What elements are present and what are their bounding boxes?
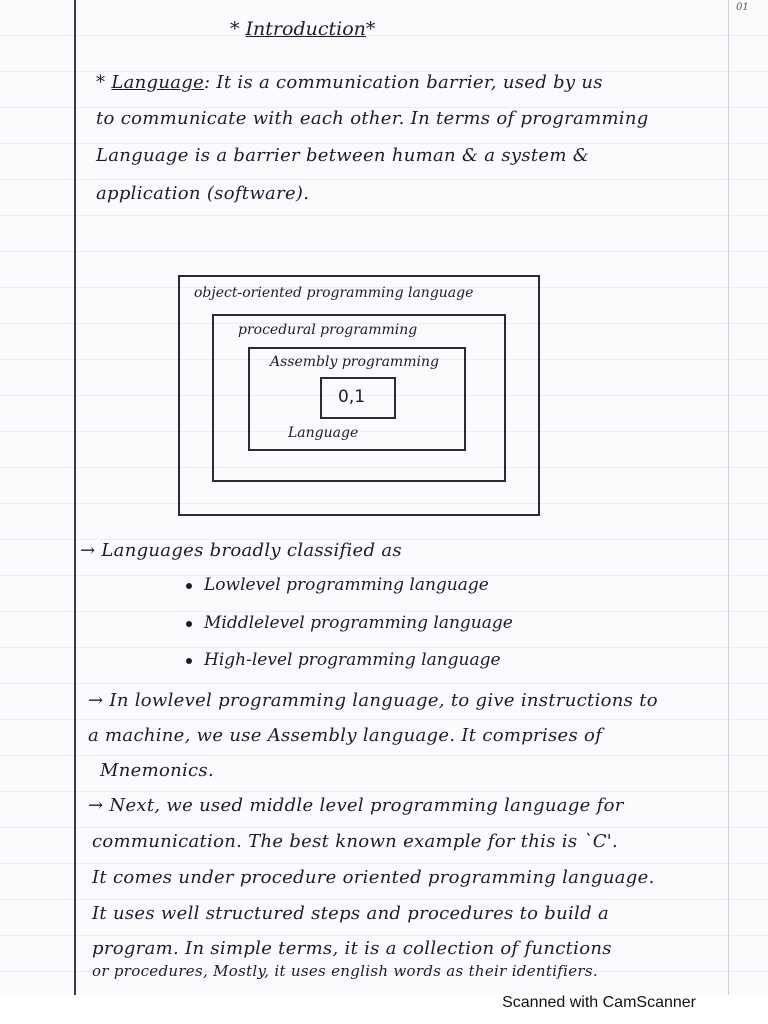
page-number: 01 <box>736 2 749 13</box>
middle-box-label: procedural programming <box>238 322 418 338</box>
heading-title: Introduction <box>245 18 366 40</box>
paragraph1-line3: Language is a barrier between human & a system & <box>96 145 590 166</box>
margin-line <box>74 0 76 995</box>
paragraph3-line5: program. In simple terms, it is a collection of functions <box>92 938 612 959</box>
page-heading <box>230 18 375 40</box>
heading-star-left: * <box>230 18 240 40</box>
paragraph3-line1: → Next, we used middle level programming language for <box>88 795 624 816</box>
paragraph3-line4: It uses well structured steps and procedures to build a <box>92 903 609 924</box>
inner-box-bottom-label: Language <box>288 425 359 441</box>
colon: : <box>204 72 217 93</box>
paragraph3-line2: communication. The best known example for this is `C'. <box>92 831 619 852</box>
paragraph3-line3: It comes under procedure oriented programming language. <box>92 867 655 888</box>
core-box-label: 0,1 <box>338 387 366 407</box>
bullet-dot <box>186 658 192 664</box>
paragraph1-line1 <box>96 72 603 93</box>
paragraph2-line1: → In lowlevel programming language, to give instructions to <box>88 690 658 711</box>
scanner-watermark: Scanned with CamScanner <box>502 994 696 1011</box>
paragraph2-line3: Mnemonics. <box>100 760 214 781</box>
paragraph1-line4: application (software). <box>96 183 310 204</box>
bullet-dot <box>186 583 192 589</box>
heading-star-right: * <box>365 18 376 40</box>
bullet-star: * <box>96 72 112 93</box>
paragraph1-line1-text: It is a communication barrier, used by us <box>216 72 603 93</box>
right-rule-line <box>728 0 729 995</box>
paragraph2-line2: a machine, we use Assembly language. It comprises of <box>88 725 603 746</box>
classification-item <box>186 650 501 670</box>
classification-item <box>186 575 489 595</box>
paragraph3-line6: or procedures, Mostly, it uses english words as their identifiers. <box>92 962 598 980</box>
outer-box-label: object-oriented programming language <box>194 285 474 301</box>
bullet-dot <box>186 621 192 627</box>
classification-intro: → Languages broadly classified as <box>80 540 402 561</box>
inner-box-label: Assembly programming <box>270 354 439 370</box>
term-language: Language <box>111 72 205 93</box>
classification-item-text: Lowlevel programming language <box>204 575 489 595</box>
classification-item-text: High-level programming language <box>204 650 501 670</box>
paragraph1-line2: to communicate with each other. In terms of programming <box>96 108 649 129</box>
classification-item-text: Middlelevel programming language <box>204 613 513 633</box>
classification-item <box>186 613 513 633</box>
